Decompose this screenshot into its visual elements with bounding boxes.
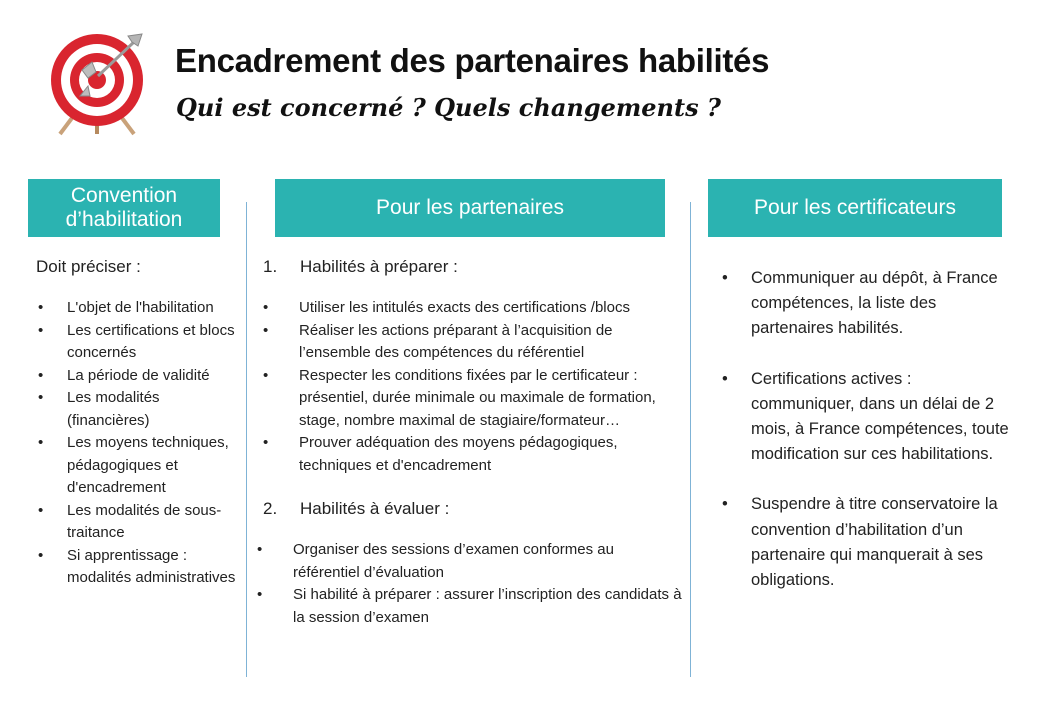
list-item: • Les moyens techniques, pédagogiques et d'encadrement [36, 432, 236, 500]
section-number: 1. [263, 257, 278, 276]
column-divider [690, 202, 691, 677]
column-header-certificateurs: Pour les certificateurs [708, 179, 1002, 237]
column-convention [36, 255, 236, 590]
column-lead: Doit préciser : [36, 257, 141, 276]
page-subtitle: Qui est concerné ? Quels changements ? [176, 93, 721, 122]
list-item: • Les certifications et blocs concernés [36, 320, 236, 365]
bullet-list [722, 266, 1012, 593]
target-logo [42, 30, 152, 138]
list-item: • Si habilité à préparer : assurer l’inscription des candidats à la session d’examen [257, 584, 683, 629]
column-header-convention: Convention d’habilitation [28, 179, 220, 237]
target-icon [42, 30, 152, 138]
list-item: • Utiliser les intitulés exacts des certifications /blocs [263, 297, 683, 320]
list-item: • Les modalités de sous-traitance [36, 500, 236, 545]
bullet-list [263, 297, 683, 477]
list-item: • Certifications actives : communiquer, dans un délai de 2 mois, à France compétences, toute modification sur ces habilitations. [722, 367, 1012, 468]
list-item: • Communiquer au dépôt, à France compétences, la liste des partenaires habilités. [722, 266, 1012, 342]
section-number: 2. [263, 499, 278, 518]
section-heading [263, 255, 683, 279]
list-item: • Organiser des sessions d’examen conformes au référentiel d’évaluation [257, 539, 683, 584]
list-item: • Prouver adéquation des moyens pédagogiques, techniques et d'encadrement [263, 432, 683, 477]
section-title: Habilités à préparer : [300, 257, 458, 276]
bullet-list [257, 539, 683, 629]
page-title: Encadrement des partenaires habilités [175, 42, 770, 79]
list-item: • Si apprentissage : modalités administratives [36, 545, 236, 590]
section-title: Habilités à évaluer : [300, 499, 450, 518]
bullet-list [36, 297, 236, 590]
list-item: • Respecter les conditions fixées par le certificateur : présentiel, durée minimale ou maximale de formation, stage, nombre maximal de stagiaire/formateur… [263, 365, 683, 433]
column-header-partenaires: Pour les partenaires [275, 179, 665, 237]
column-partenaires [263, 255, 683, 629]
list-item: • Les modalités (financières) [36, 387, 236, 432]
list-item: • La période de validité [36, 365, 236, 388]
list-item: • Suspendre à titre conservatoire la convention d’habilitation d’un partenaire qui manquerait à ses obligations. [722, 492, 1012, 593]
list-item: • Réaliser les actions préparant à l’acquisition de l’ensemble des compétences du référentiel [263, 320, 683, 365]
column-certificateurs [722, 266, 1012, 618]
column-divider [246, 202, 247, 677]
section-heading [263, 497, 683, 521]
list-item: • L'objet de l'habilitation [36, 297, 236, 320]
